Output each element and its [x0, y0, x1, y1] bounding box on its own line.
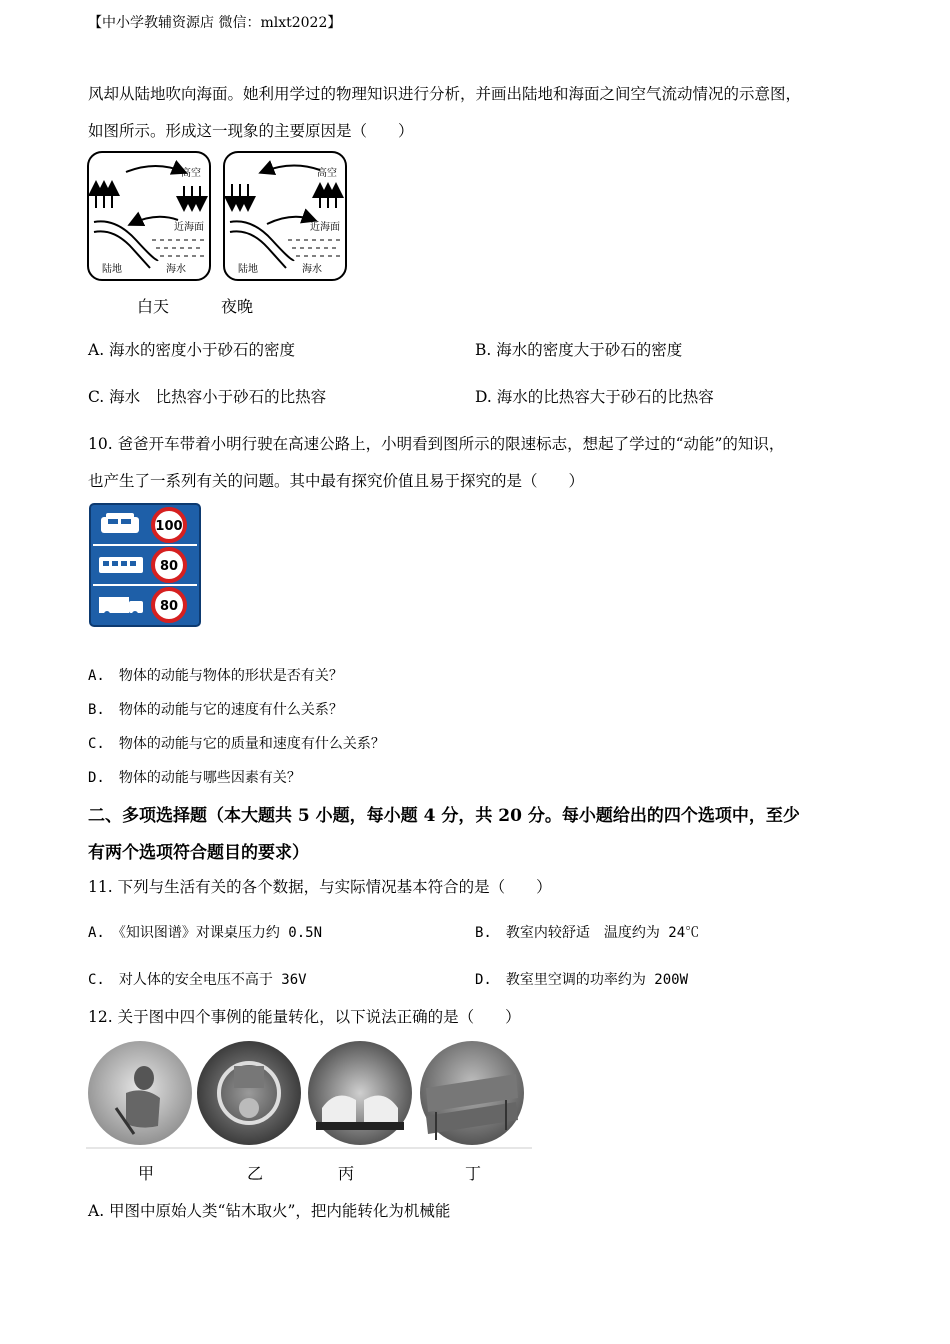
q12-stem: 12. 关于图中四个事例的能量转化，以下说法正确的是（ ）: [88, 1008, 521, 1026]
q9-option-c: C. 海水 比热容小于砂石的比热容: [88, 388, 327, 406]
photo-solar-panels: [420, 1041, 524, 1145]
q10-line2: 也产生了一系列有关的问题。其中最有探究价值且易于探究的是（ ）: [88, 472, 585, 490]
night-sea-label: 海水: [302, 264, 322, 275]
page-header: 【中小学教辅资源店 微信：mlxt2022】: [88, 15, 342, 31]
bus-icon: [99, 557, 143, 573]
photo-label-ding: 丁: [465, 1164, 482, 1183]
photo-drilling-wood: [88, 1041, 192, 1145]
night-land-label: 陆地: [238, 264, 258, 275]
q10-option-b: B. 物体的动能与它的速度有什么关系？: [88, 702, 343, 718]
photo-label-bing: 丙: [338, 1164, 355, 1183]
speed-limit-sign: [89, 503, 201, 627]
q10-option-a: A. 物体的动能与物体的形状是否有关？: [88, 668, 343, 684]
q9-line1: 风却从陆地吹向海面。她利用学过的物理知识进行分析，并画出陆地和海面之间空气流动情况的示意图，: [88, 85, 802, 103]
q9-option-d: D. 海水的比热容大于砂石的比热容: [475, 388, 714, 406]
q11-option-a: A. 《知识图谱》对课桌压力约 0.5N: [88, 925, 323, 941]
day-panel: [88, 152, 210, 280]
night-near-sea-label: 近海面: [310, 222, 340, 233]
car-icon: [101, 513, 139, 533]
photo-label-jia: 甲: [138, 1164, 155, 1183]
limit-80-bus-text: 80: [159, 559, 179, 574]
q10-option-c: C. 物体的动能与它的质量和速度有什么关系？: [88, 736, 385, 752]
day-caption: 白天: [137, 297, 170, 316]
sea-breeze-figure: [86, 150, 348, 284]
q11-stem: 11. 下列与生活有关的各个数据，与实际情况基本符合的是（ ）: [88, 878, 552, 896]
q10-line1: 10. 爸爸开车带着小明行驶在高速公路上，小明看到图所示的限速标志，想起了学过的“动能”的知识，: [88, 435, 785, 453]
photo-trains: [308, 1041, 412, 1145]
day-near-sea-label: 近海面: [174, 222, 204, 233]
q9-option-b: B. 海水的密度大于砂石的密度: [475, 341, 683, 359]
energy-photos-figure: [86, 1038, 532, 1152]
photo-label-yi: 乙: [247, 1164, 264, 1183]
section2-line1: 二、多项选择题（本大题共 5 小题，每小题 4 分，共 20 分。每小题给出的四个选项中，至少: [88, 806, 800, 826]
day-high-air-label: 高空: [181, 168, 201, 179]
night-high-air-label: 高空: [317, 168, 337, 179]
q11-option-d: D. 教室里空调的功率约为 200W: [475, 972, 689, 988]
q12-option-a: A. 甲图中原始人类“钻木取火”，把内能转化为机械能: [88, 1202, 451, 1220]
q9-option-a: A. 海水的密度小于砂石的密度: [88, 341, 296, 359]
limit-100-text: 100: [155, 519, 183, 534]
day-sea-label: 海水: [166, 264, 186, 275]
night-caption: 夜晚: [221, 297, 254, 316]
photo-engine: [197, 1041, 301, 1145]
night-panel: [224, 152, 346, 280]
day-land-label: 陆地: [102, 264, 122, 275]
q9-line2: 如图所示。形成这一现象的主要原因是（ ）: [88, 122, 414, 140]
q10-option-d: D. 物体的动能与哪些因素有关？: [88, 770, 301, 786]
limit-80-truck-text: 80: [159, 599, 179, 614]
section2-line2: 有两个选项符合题目的要求）: [88, 843, 309, 863]
q11-option-c: C. 对人体的安全电压不高于 36V: [88, 972, 307, 988]
q11-option-b: B. 教室内较舒适 温度约为 24℃: [475, 925, 700, 941]
